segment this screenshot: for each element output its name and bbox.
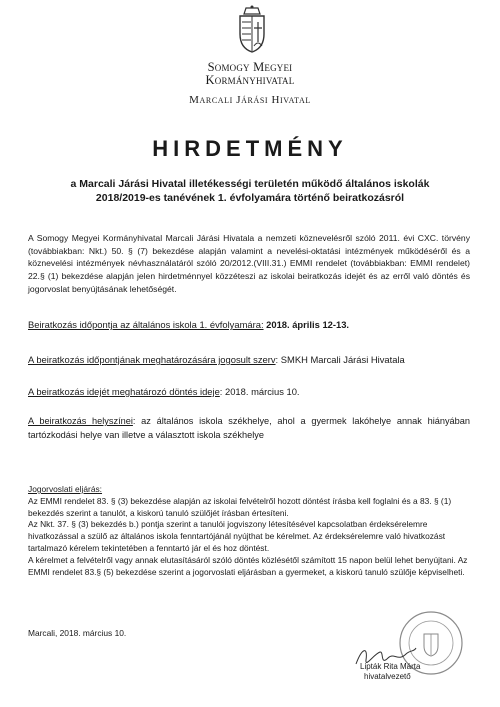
subtitle-line2: 2018/2019-es tanévének 1. évfolyamára történő beiratkozásról [95, 192, 405, 204]
place-and-date: Marcali, 2018. március 10. [28, 628, 127, 638]
enrollment-locations [28, 414, 470, 442]
enrollment-period-value: 2018. április 12-13. [266, 319, 350, 330]
remedy-paragraph-3: A kérelmet a felvételről vagy annak elutasításáról szóló döntés közlésétől számított 15 napon belül lehet benyújtani. Az EMMI rendelet 83.§ (5) bekezdése szerint a jogorvoslati eljárásban a gyermeket, a kiskorú tanuló szülője képviselheti. [28, 554, 468, 577]
competent-authority-value: : SMKH Marcali Járási Hivatala [275, 354, 405, 365]
remedy-paragraph-2: Az Nkt. 37. § (3) bekezdés b.) pontja szerint a tanulói jogviszony létesítésével kapcsolatban érdeksérelemre hivatkozással a szülő az általános iskola fenntartójánál nyújthat be kérelmet. Az érdeksérelemre való hivatkozást tartalmazó kérelem tekintetében a fenntartó jár el és hoz döntést. [28, 519, 446, 553]
enrollment-locations-label: A beiratkozás helyszínei [28, 416, 133, 426]
signatory-role: hivatalvezető [364, 672, 411, 681]
intro-paragraph: A Somogy Megyei Kormányhivatal Marcali Járási Hivatala a nemzeti köznevelésről szóló 2011. évi CXC. törvény (továbbiakban: Nkt.) 50. § (7) bekezdése alapján valamint a nevelési-oktatási intézmények működéséről és a köznevelési intézmények névhasználatáról szóló 20/2012.(VIII.31.) EMMI rendelet (továbbiakban: EMMI rendelet) 22.§ (1) bekezdése alapján jelen hirdetménnyel közzéteszi az iskolai beiratkozás idejét és az erről való döntés és jogorvoslat benyújtásának lehetőségét. [28, 233, 470, 294]
signatory-name: Lipták Rita Márta [360, 662, 421, 671]
competent-authority-label: A beiratkozás időpontjának meghatározására jogosult szerv [28, 354, 276, 365]
enrollment-period [28, 319, 470, 330]
org-name-line3: Marcali Járási Hivatal [189, 94, 311, 106]
org-name-line2: Kormányhivatal [205, 73, 295, 87]
remedy-heading: Jogorvoslati eljárás: [28, 484, 103, 494]
org-name-line1: Somogy Megyei [207, 60, 293, 74]
decision-date-label: A beiratkozás idejét meghatározó döntés ideje [28, 386, 220, 397]
decision-date-value: : 2018. március 10. [219, 386, 300, 397]
competent-authority [28, 354, 470, 365]
enrollment-locations-value: : az általános iskola székhelye, ahol a gyermek lakóhelye annak hiányában tartózkodási helye van illetve a választott iskola székhelye [28, 416, 470, 440]
subtitle-line1: a Marcali Járási Hivatal illetékességi területén működő általános iskolák [70, 178, 430, 190]
enrollment-period-label: Beiratkozás időpontja az általános iskola 1. évfolyamára: [28, 319, 264, 330]
document-title: HIRDETMÉNY [152, 136, 348, 161]
remedy-paragraph-1: Az EMMI rendelet 83. § (3) bekezdése alapján az iskolai felvételről hozott döntést írásba kell foglalni és a 83. § (1) bekezdés szerint a tanulót, a kiskorú tanuló szülőjét írásban értesíteni. [28, 495, 452, 518]
coat-of-arms-icon [232, 4, 272, 54]
remedy-section [28, 484, 470, 578]
decision-date [28, 386, 470, 397]
